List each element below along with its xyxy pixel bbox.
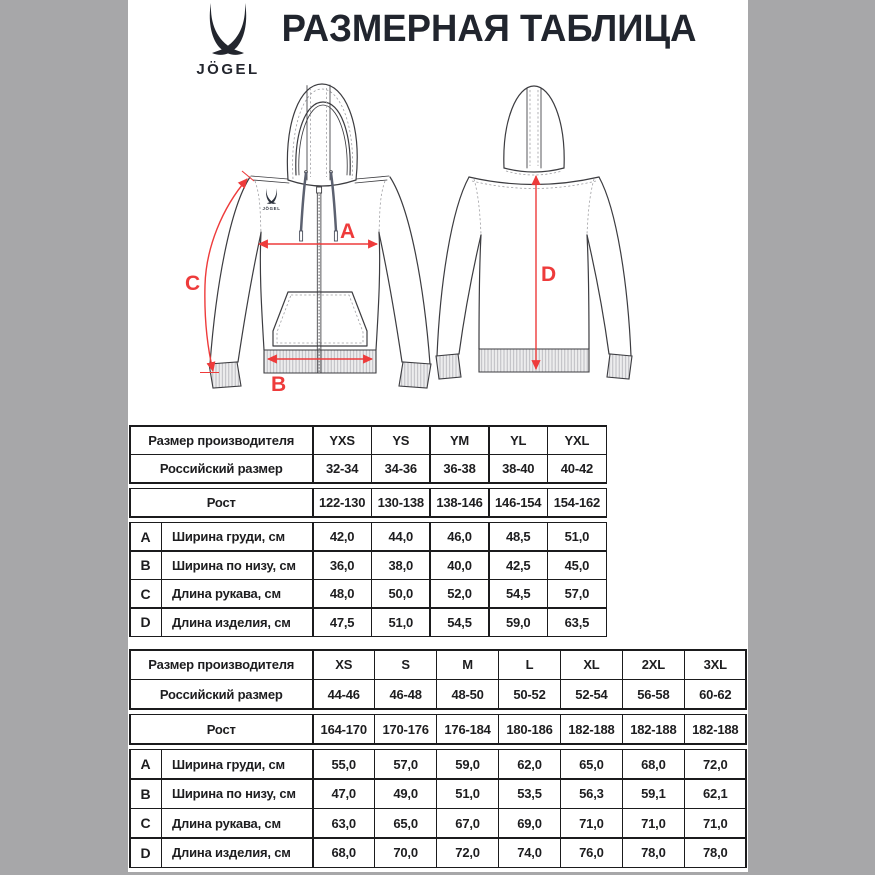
size-value: 40-42 xyxy=(548,455,605,482)
size-value: 32-34 xyxy=(314,455,371,482)
measure-label: Ширина груди, см xyxy=(162,750,312,778)
measure-value: 78,0 xyxy=(685,839,745,867)
measure-label: Длина изделия, см xyxy=(162,839,312,867)
measure-value: 57,0 xyxy=(548,580,605,607)
measure-value: 68,0 xyxy=(623,750,683,778)
height-value: 154-162 xyxy=(548,489,605,516)
size-value: 56-58 xyxy=(623,680,683,708)
dim-label-a: A xyxy=(340,220,356,243)
size-value: XL xyxy=(561,651,621,679)
left-drawstring xyxy=(301,173,306,231)
measure-value: 70,0 xyxy=(375,839,435,867)
table-height-block xyxy=(129,714,747,745)
dim-label-d: D xyxy=(541,263,557,286)
measure-value: 50,0 xyxy=(372,580,429,607)
size-value: YS xyxy=(372,427,429,454)
measure-value: 40,0 xyxy=(431,552,488,579)
measure-value: 47,0 xyxy=(314,780,374,808)
back-right-sleeve xyxy=(599,177,631,356)
measure-value: 46,0 xyxy=(431,523,488,550)
row-label: Размер производителя xyxy=(131,427,313,454)
size-value: M xyxy=(437,651,497,679)
table-size-block xyxy=(129,649,747,710)
height-value: 138-146 xyxy=(431,489,488,516)
measure-value: 36,0 xyxy=(314,552,371,579)
row-label: Российский размер xyxy=(131,680,313,708)
back-left-cuff xyxy=(436,354,461,379)
row-label: Рост xyxy=(131,715,313,743)
size-chart-sheet xyxy=(128,0,748,872)
size-value: YM xyxy=(431,427,488,454)
size-value: 2XL xyxy=(623,651,683,679)
table-height-block xyxy=(129,488,607,518)
size-value: 52-54 xyxy=(561,680,621,708)
size-value: YL xyxy=(490,427,547,454)
measure-value: 53,5 xyxy=(499,780,559,808)
table-measure-block xyxy=(129,749,747,869)
measure-value: 42,5 xyxy=(490,552,547,579)
measure-value: 62,0 xyxy=(499,750,559,778)
measure-value: 63,5 xyxy=(548,609,605,636)
front-right-cuff xyxy=(399,362,431,388)
height-value: 182-188 xyxy=(685,715,745,743)
measure-label: Длина рукава, см xyxy=(162,580,312,607)
height-value: 182-188 xyxy=(561,715,621,743)
height-value: 146-154 xyxy=(490,489,547,516)
size-value: YXS xyxy=(314,427,371,454)
table-size-block xyxy=(129,425,607,484)
zipper xyxy=(317,187,322,373)
height-value: 170-176 xyxy=(375,715,435,743)
measure-value: 62,1 xyxy=(685,780,745,808)
size-value: 60-62 xyxy=(685,680,745,708)
hoodie-front-view xyxy=(185,84,431,396)
measure-value: 63,0 xyxy=(314,809,374,837)
measure-value: 51,0 xyxy=(437,780,497,808)
measure-key: A xyxy=(131,523,161,550)
dim-label-c: C xyxy=(185,272,201,295)
size-value: 44-46 xyxy=(314,680,374,708)
row-label: Российский размер xyxy=(131,455,313,482)
measure-value: 48,0 xyxy=(314,580,371,607)
measure-value: 38,0 xyxy=(372,552,429,579)
measure-value: 71,0 xyxy=(685,809,745,837)
measure-value: 65,0 xyxy=(375,809,435,837)
table-measure-block xyxy=(129,522,607,638)
size-value: XS xyxy=(314,651,374,679)
measure-value: 47,5 xyxy=(314,609,371,636)
hood-opening xyxy=(296,102,350,175)
measure-key: C xyxy=(131,809,161,837)
measure-value: 78,0 xyxy=(623,839,683,867)
dim-label-b: B xyxy=(271,373,287,396)
size-value: L xyxy=(499,651,559,679)
row-label: Рост xyxy=(131,489,313,516)
back-hem-band xyxy=(479,349,589,372)
size-value: S xyxy=(375,651,435,679)
measure-label: Длина изделия, см xyxy=(162,609,312,636)
measure-value: 76,0 xyxy=(561,839,621,867)
size-table-adult xyxy=(129,649,747,868)
right-drawstring xyxy=(331,173,336,231)
back-hood xyxy=(504,86,564,168)
measure-key: D xyxy=(131,609,161,636)
measure-value: 54,5 xyxy=(490,580,547,607)
height-value: 164-170 xyxy=(314,715,374,743)
measure-value: 74,0 xyxy=(499,839,559,867)
measure-key: B xyxy=(131,552,161,579)
measure-value: 54,5 xyxy=(431,609,488,636)
measure-value: 51,0 xyxy=(372,609,429,636)
measure-value: 59,1 xyxy=(623,780,683,808)
measure-value: 55,0 xyxy=(314,750,374,778)
measure-label: Длина рукава, см xyxy=(162,809,312,837)
size-value: 46-48 xyxy=(375,680,435,708)
front-left-cuff xyxy=(209,362,241,388)
zipper-slider xyxy=(317,187,322,193)
height-value: 182-188 xyxy=(623,715,683,743)
back-left-sleeve xyxy=(437,177,469,356)
hoodie-diagram xyxy=(128,80,748,418)
jogel-logo xyxy=(183,2,273,80)
kangaroo-pocket xyxy=(273,292,367,346)
measure-key: D xyxy=(131,839,161,867)
measure-value: 42,0 xyxy=(314,523,371,550)
right-aglet xyxy=(334,231,337,241)
chest-logo xyxy=(262,188,280,211)
measure-value: 57,0 xyxy=(375,750,435,778)
measure-value: 48,5 xyxy=(490,523,547,550)
measure-key: B xyxy=(131,780,161,808)
height-value: 122-130 xyxy=(314,489,371,516)
measure-value: 67,0 xyxy=(437,809,497,837)
page-title: РАЗМЕРНАЯ ТАБЛИЦА xyxy=(281,8,697,50)
measure-value: 44,0 xyxy=(372,523,429,550)
back-right-cuff xyxy=(607,354,632,379)
measure-value: 52,0 xyxy=(431,580,488,607)
measure-value: 56,3 xyxy=(561,780,621,808)
chest-wordmark: JÖGEL xyxy=(262,206,281,211)
hoodie-back-view xyxy=(436,86,632,379)
height-value: 130-138 xyxy=(372,489,429,516)
front-left-sleeve xyxy=(210,177,250,364)
size-value: 34-36 xyxy=(372,455,429,482)
measure-value: 71,0 xyxy=(561,809,621,837)
height-value: 176-184 xyxy=(437,715,497,743)
measure-value: 72,0 xyxy=(685,750,745,778)
front-hem-band xyxy=(264,350,376,373)
jogel-wordmark: JÖGEL xyxy=(196,61,260,78)
front-collar xyxy=(288,180,356,186)
front-right-sleeve xyxy=(390,177,430,364)
row-label: Размер производителя xyxy=(131,651,313,679)
measure-label: Ширина по низу, см xyxy=(162,552,312,579)
measure-value: 69,0 xyxy=(499,809,559,837)
left-aglet xyxy=(300,231,303,241)
height-value: 180-186 xyxy=(499,715,559,743)
measure-value: 59,0 xyxy=(490,609,547,636)
size-value: 48-50 xyxy=(437,680,497,708)
measure-value: 68,0 xyxy=(314,839,374,867)
logo-right-horn xyxy=(212,3,246,55)
measure-value: 51,0 xyxy=(548,523,605,550)
measure-value: 72,0 xyxy=(437,839,497,867)
measure-value: 59,0 xyxy=(437,750,497,778)
measure-value: 71,0 xyxy=(623,809,683,837)
measure-key: A xyxy=(131,750,161,778)
size-value: 36-38 xyxy=(431,455,488,482)
size-value: 3XL xyxy=(685,651,745,679)
size-value: 50-52 xyxy=(499,680,559,708)
measure-label: Ширина груди, см xyxy=(162,523,312,550)
measure-value: 65,0 xyxy=(561,750,621,778)
measure-value: 49,0 xyxy=(375,780,435,808)
measure-value: 45,0 xyxy=(548,552,605,579)
measure-label: Ширина по низу, см xyxy=(162,780,312,808)
size-value: 38-40 xyxy=(490,455,547,482)
size-value: YXL xyxy=(548,427,605,454)
size-table-youth xyxy=(129,425,607,637)
measure-key: C xyxy=(131,580,161,607)
